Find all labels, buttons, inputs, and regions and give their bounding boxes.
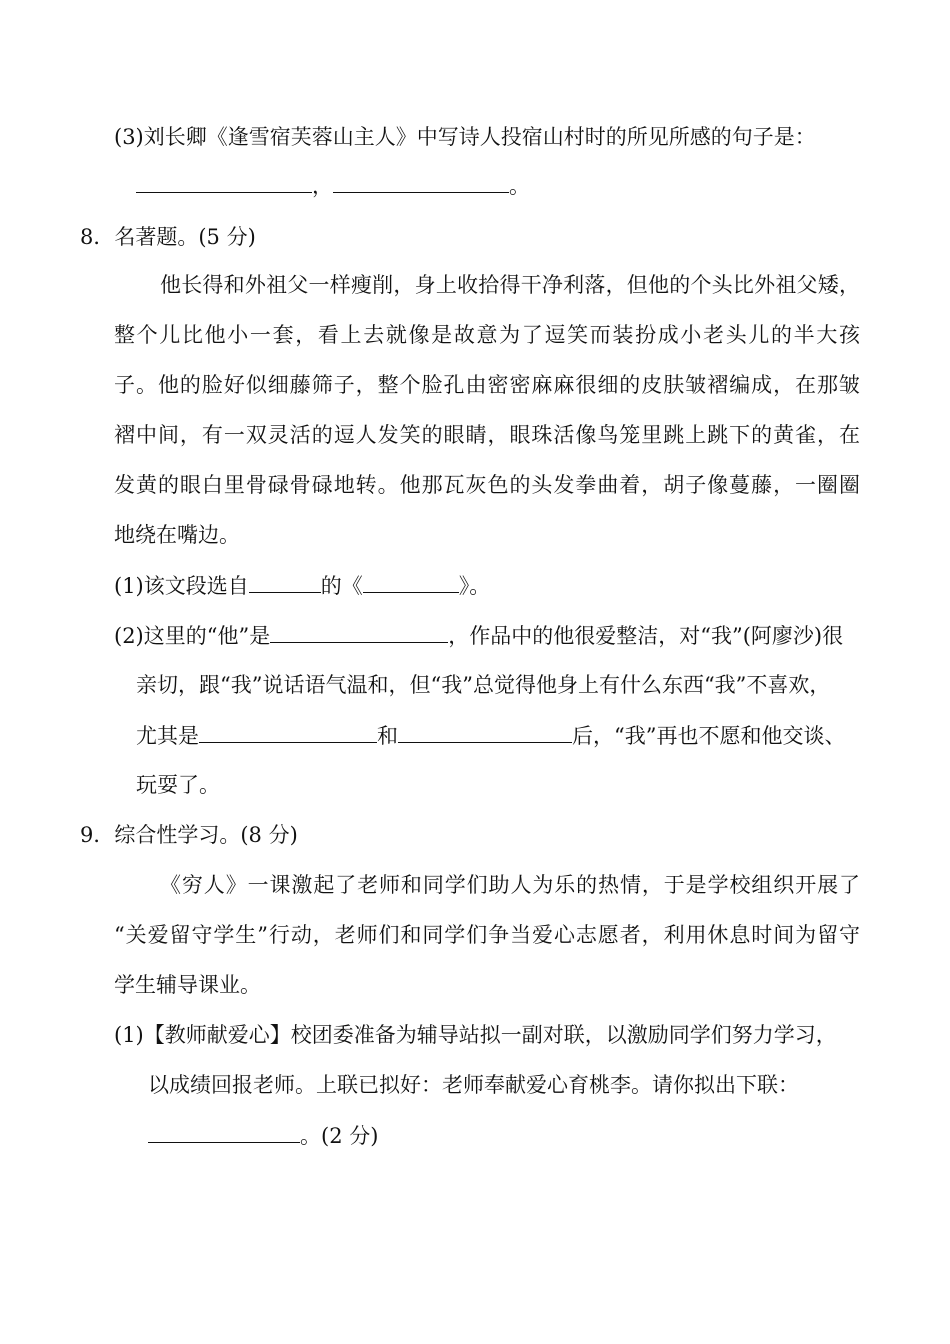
q9-title: 9．综合性学习。(8 分) [80,823,298,847]
q8-sub1: (1)该文段选自 的《 》。 [114,570,490,601]
q8-sub2-line2: 亲切，跟“我”说话语气温和，但“我”总觉得他身上有什么东西“我”不喜欢， [136,673,831,697]
q9-sub1-line2: 以成绩回报老师。上联已拟好：老师奉献爱心育桃李。请你拟出下联： [148,1073,799,1097]
q9-intro-line: 《穷人》一课激起了老师和同学们助人为乐的热情，于是学校组织开展了 [160,873,860,897]
answer-blank[interactable] [136,170,312,193]
q7-sub3-text: (3)刘长卿《逢雪宿芙蓉山主人》中写诗人投宿山村时的所见所感的句子是： [114,125,816,149]
q8-passage-line: 发黄的眼白里骨碌骨碌地转。他那瓦灰色的头发拳曲着，胡子像蔓藤，一圈圈 [114,473,860,497]
answer-blank[interactable] [398,720,572,743]
answer-blank[interactable] [249,570,321,593]
q8-passage-line: 地绕在嘴边。 [114,523,240,547]
q9-intro-line: “关爱留守学生”行动，老师们和同学们争当爱心志愿者，利用休息时间为留守 [114,923,860,947]
q8-passage-line: 子。他的脸好似细藤筛子，整个脸孔由密密麻麻很细的皮肤皱褶编成，在那皱 [114,373,860,397]
q7-sub3-answer-line: ， 。 [136,170,530,201]
q8-title: 8．名著题。(5 分) [80,225,256,249]
q8-sub2-line1: (2)这里的“他”是 ，作品中的他很爱整洁，对“我”(阿廖沙)很 [114,620,843,651]
q9-sub1-line3: 。(2 分) [148,1120,378,1151]
answer-blank[interactable] [363,570,459,593]
q8-passage-line: 褶中间，有一双灵活的逗人发笑的眼睛，眼珠活像鸟笼里跳上跳下的黄雀，在 [114,423,860,447]
answer-blank[interactable] [270,620,448,643]
q8-passage-line: 他长得和外祖父一样瘦削，身上收拾得干净利落，但他的个头比外祖父矮， [160,273,860,297]
answer-blank[interactable] [148,1120,300,1143]
q8-passage-line: 整个儿比他小一套，看上去就像是故意为了逗笑而装扮成小老头儿的半大孩 [114,323,860,347]
answer-blank[interactable] [333,170,509,193]
q8-sub2-line3: 尤其是 和 后，“我”再也不愿和他交谈、 [136,720,845,751]
answer-blank[interactable] [199,720,377,743]
q8-sub2-line4: 玩耍了。 [136,773,220,797]
q9-intro-line: 学生辅导课业。 [114,973,261,997]
q9-sub1-line1: (1)【教师献爱心】校团委准备为辅导站拟一副对联，以激励同学们努力学习， [114,1023,837,1047]
